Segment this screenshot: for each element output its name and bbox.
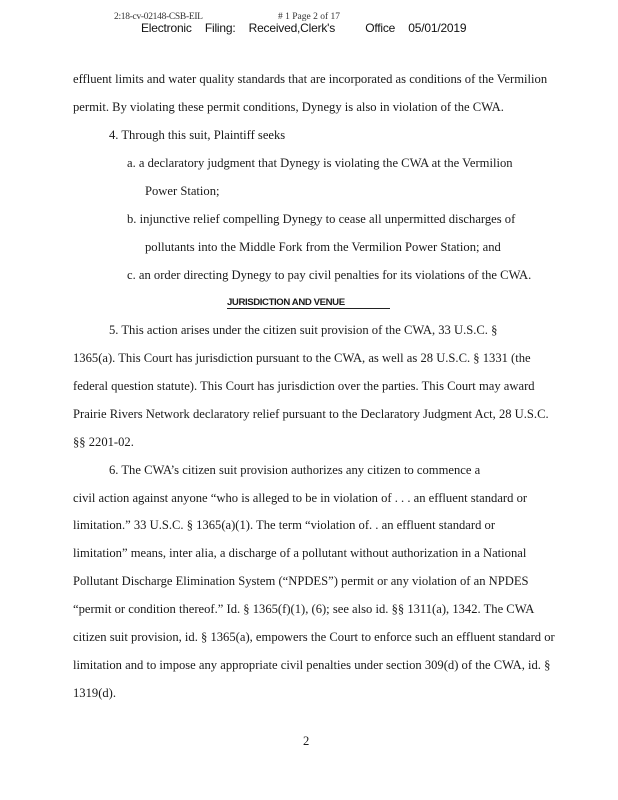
list-item-c: c. an order directing Dynegy to pay civil penalties for its violations of the CWA. bbox=[127, 268, 532, 282]
page-of-stamp: # 1 Page 2 of 17 bbox=[278, 12, 341, 22]
filing-word: Filing: bbox=[204, 21, 236, 35]
paragraph-5: 5. This action arises under the citizen suit provision of the CWA, 33 U.S.C. § bbox=[109, 323, 498, 337]
body-line: Power Station; bbox=[145, 184, 220, 198]
body-line: 1319(d). bbox=[73, 686, 117, 700]
body-line: limitation.” 33 U.S.C. § 1365(a)(1). The term “violation of. . an effluent standard or bbox=[73, 518, 496, 532]
body-line: permit. By violating these permit conditions, Dynegy is also in violation of the CWA. bbox=[73, 100, 504, 114]
filing-stamp bbox=[141, 21, 475, 35]
section-heading: JURISDICTION AND VENUE bbox=[227, 297, 345, 308]
body-line: pollutants into the Middle Fork from the Vermilion Power Station; and bbox=[145, 240, 501, 254]
body-line: effluent limits and water quality standards that are incorporated as conditions of the Vermilion bbox=[73, 72, 548, 86]
body-line: citizen suit provision, id. § 1365(a), empowers the Court to enforce such an effluent standard or bbox=[73, 630, 555, 644]
heading-underline bbox=[227, 308, 390, 309]
paragraph-4: 4. Through this suit, Plaintiff seeks bbox=[109, 128, 286, 142]
body-line: §§ 2201-02. bbox=[73, 435, 134, 449]
paragraph-6: 6. The CWA’s citizen suit provision authorizes any citizen to commence a bbox=[109, 463, 481, 477]
body-line: 1365(a). This Court has jurisdiction pursuant to the CWA, as well as 28 U.S.C. § 1331 (the bbox=[73, 351, 531, 365]
filing-word: Clerk's bbox=[300, 21, 336, 35]
list-item-a: a. a declaratory judgment that Dynegy is violating the CWA at the Vermilion bbox=[127, 156, 513, 170]
body-line: federal question statute). This Court has jurisdiction over the parties. This Court may award bbox=[73, 379, 535, 393]
case-number-stamp: 2:18-cv-02148-CSB-EIL bbox=[114, 12, 203, 22]
filing-word: Office bbox=[365, 21, 396, 35]
body-line: civil action against anyone “who is alleged to be in violation of . . . an effluent standard or bbox=[73, 491, 528, 505]
filing-word: Received, bbox=[248, 21, 301, 35]
body-line: limitation” means, inter alia, a discharge of a pollutant without authorization in a National bbox=[73, 546, 527, 560]
body-line: Pollutant Discharge Elimination System (“NPDES”) permit or any violation of an NPDES bbox=[73, 574, 529, 588]
body-line: “permit or condition thereof.” Id. § 1365(f)(1), (6); see also id. §§ 1311(a), 1342. The CWA bbox=[73, 602, 535, 616]
filing-word: Electronic bbox=[141, 21, 192, 35]
body-line: Prairie Rivers Network declaratory relief pursuant to the Declaratory Judgment Act, 28 U.S.C. bbox=[73, 407, 549, 421]
page-number: 2 bbox=[303, 734, 310, 748]
body-line: limitation and to impose any appropriate civil penalties under section 309(d) of the CWA, id. § bbox=[73, 658, 551, 672]
filing-date: 05/01/2019 bbox=[408, 21, 467, 35]
list-item-b: b. injunctive relief compelling Dynegy to cease all unpermitted discharges of bbox=[127, 212, 516, 226]
